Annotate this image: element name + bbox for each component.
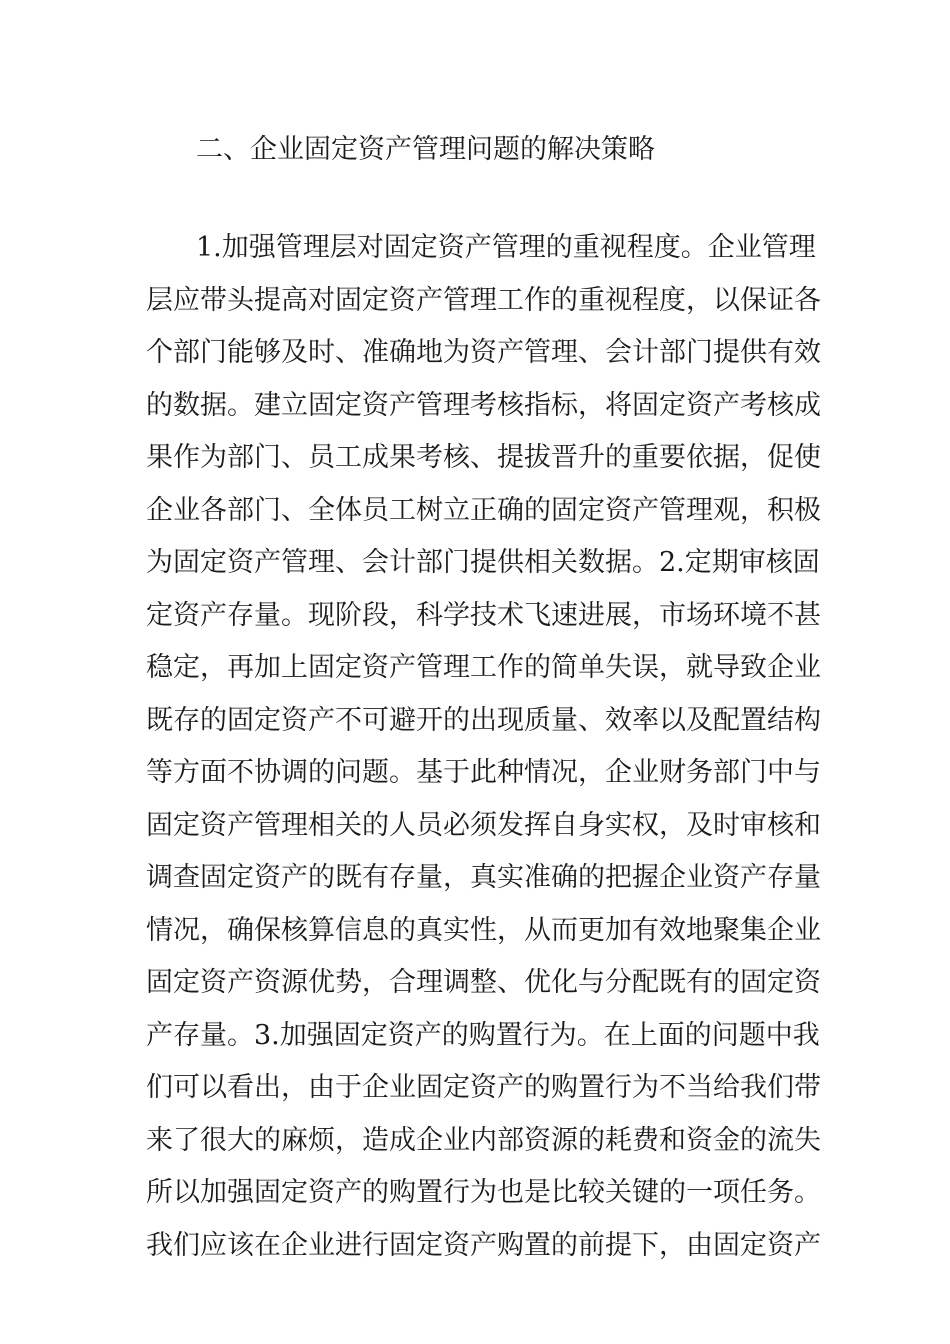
paragraph-line: 企业各部门、全体员工树立正确的固定资产管理观，积极 — [146, 494, 821, 526]
paragraph-line: 们可以看出，由于企业固定资产的购置行为不当给我们带 — [146, 1072, 821, 1103]
paragraph-line: 所以加强固定资产的购置行为也是比较关键的一项任务。 — [146, 1177, 821, 1208]
paragraph-line: 的数据。建立固定资产管理考核指标，将固定资产考核成 — [146, 389, 821, 421]
paragraph-line: 定资产存量。现阶段，科学技术飞速进展，市场环境不甚 — [146, 599, 821, 631]
body-paragraph — [146, 222, 821, 1272]
paragraph-line: 产存量。3.加强固定资产的购置行为。在上面的问题中我 — [146, 1019, 820, 1051]
paragraph-line: 我们应该在企业进行固定资产购置的前提下，由固定资产 — [146, 1229, 821, 1261]
paragraph-line: 既存的固定资产不可避开的出现质量、效率以及配置结构 — [146, 704, 821, 736]
paragraph-line: 果作为部门、员工成果考核、提拔晋升的重要依据，促使 — [146, 442, 821, 473]
paragraph-line: 个部门能够及时、准确地为资产管理、会计部门提供有效 — [146, 337, 821, 368]
paragraph-line: 稳定，再加上固定资产管理工作的简单失误，就导致企业 — [146, 652, 821, 683]
paragraph-line: 1.加强管理层对固定资产管理的重视程度。企业管理 — [196, 232, 816, 263]
paragraph-line: 固定资产资源优势，合理调整、优化与分配既有的固定资 — [146, 967, 821, 998]
paragraph-line: 层应带头提高对固定资产管理工作的重视程度，以保证各 — [146, 284, 821, 316]
section-heading: 二、企业固定资产管理问题的解决策略 — [196, 134, 655, 165]
paragraph-line: 等方面不协调的问题。基于此种情况，企业财务部门中与 — [146, 757, 821, 788]
paragraph-line: 为固定资产管理、会计部门提供相关数据。2.定期审核固 — [146, 547, 820, 578]
paragraph-line: 来了很大的麻烦，造成企业内部资源的耗费和资金的流失 — [146, 1124, 821, 1156]
paragraph-line: 固定资产管理相关的人员必须发挥自身实权，及时审核和 — [146, 809, 821, 841]
paragraph-line: 情况，确保核算信息的真实性，从而更加有效地聚集企业 — [146, 914, 821, 946]
paragraph-line: 调查固定资产的既有存量，真实准确的把握企业资产存量 — [146, 862, 821, 893]
